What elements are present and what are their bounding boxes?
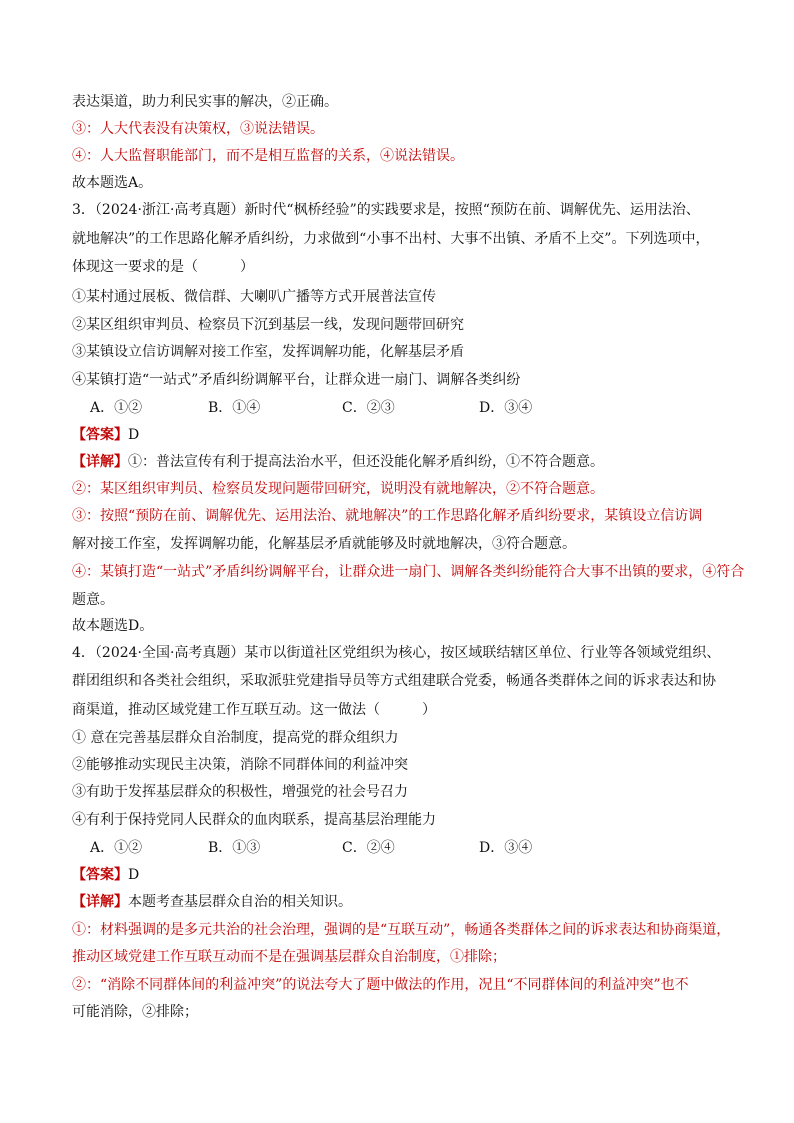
explanation-line: ④：人大监督职能部门，而不是相互监督的关系，④说法错误。 [72, 148, 464, 164]
question-3-answer [72, 426, 139, 444]
question-3-statement: ③某镇设立信访调解对接工作室，发挥调解功能，化解基层矛盾 [72, 344, 464, 360]
answer-value: D [128, 867, 140, 883]
detail-label: 【详解】 [72, 454, 128, 470]
answer-value: D [128, 427, 140, 443]
question-3-statement: ①某村通过展板、微信群、大喇叭广播等方式开展普法宣传 [72, 289, 436, 305]
question-4-stem: 群团组织和各类社会组织，采取派驻党建指导员等方式组建联合党委，畅通各类群体之间的诉求表达和协 [72, 673, 716, 689]
explanation-line: ②：“消除不同群体间的利益冲突”的说法夸大了题中做法的作用，况且“不同群体间的利益冲突”也不 [72, 977, 689, 993]
question-4-options [90, 839, 532, 857]
question-3-stem: 体现这一要求的是（ ） [72, 259, 254, 275]
explanation-line: ②：某区组织审判员、检察员发现问题带回研究，说明没有就地解决，②不符合题意。 [72, 481, 604, 497]
explanation-line: 题意。 [72, 592, 114, 608]
question-4-statement: ④有利于保持党同人民群众的血肉联系，提高基层治理能力 [72, 812, 436, 828]
detail-text: ①：普法宣传有利于提高法治水平，但还没能化解矛盾纠纷，①不符合题意。 [128, 454, 604, 470]
question-4-stem: 商渠道，推动区域党建工作互联互动。这一做法（ ） [72, 702, 436, 718]
conclusion-line: 故本题选D。 [72, 618, 154, 634]
option-c: C．②③ [342, 400, 395, 416]
explanation-line: 推动区域党建工作互联互动而不是在强调基层群众自治制度，①排除； [72, 949, 506, 965]
explanation-line: ④：某镇打造“一站式”矛盾纠纷调解平台，让群众进一扇门、调解各类纠纷能符合大事不出镇的要求，④符合 [72, 564, 745, 580]
conclusion-line: 故本题选A。 [72, 175, 153, 191]
option-b: B．①④ [208, 400, 261, 416]
option-d: D．③④ [479, 400, 533, 416]
option-a: A．①② [90, 840, 143, 856]
question-3-stem: 就地解决”的工作思路化解矛盾纠纷，力求做到“小事不出村、大事不出镇、矛盾不上交”。下列选项中， [72, 231, 710, 247]
answer-label: 【答案】 [72, 867, 128, 883]
question-4-detail [72, 893, 352, 911]
answer-label: 【答案】 [72, 427, 128, 443]
question-3-statement: ④某镇打造“一站式”矛盾纠纷调解平台，让群众进一扇门、调解各类纠纷 [72, 372, 521, 388]
question-3-options [90, 399, 532, 417]
question-3-statement: ②某区组织审判员、检察员下沉到基层一线，发现问题带回研究 [72, 317, 464, 333]
question-3-detail [72, 453, 604, 471]
option-b: B．①③ [208, 840, 261, 856]
explanation-line: 解对接工作室，发挥调解功能，化解基层矛盾就能够及时就地解决，③符合题意。 [72, 536, 576, 552]
question-4-stem: 4．（2024·全国·高考真题）某市以街道社区党组织为核心，按区域联结辖区单位、行业等各领域党组织、 [72, 645, 721, 661]
option-c: C．②④ [342, 840, 395, 856]
question-4-answer [72, 866, 139, 884]
explanation-line: ①：材料强调的是多元共治的社会治理，强调的是“互联互动”，畅通各类群体之间的诉求表达和协商渠道， [72, 922, 731, 938]
question-4-statement: ① 意在完善基层群众自治制度，提高党的群众组织力 [72, 730, 399, 746]
explanation-line: ③：按照“预防在前、调解优先、运用法治、就地解决”的工作思路化解矛盾纠纷要求，某镇设立信访调 [72, 508, 703, 524]
option-d: D．③④ [479, 840, 533, 856]
explanation-line: 可能消除，②排除； [72, 1004, 198, 1020]
text-line: 表达渠道，助力利民实事的解决，②正确。 [72, 94, 338, 110]
option-a: A．①② [90, 400, 143, 416]
question-3-stem: 3．（2024·浙江·高考真题）新时代“枫桥经验”的实践要求是，按照“预防在前、调解优先、运用法治、 [72, 202, 700, 218]
detail-label: 【详解】 [72, 894, 128, 910]
question-4-statement: ②能够推动实现民主决策，消除不同群体间的利益冲突 [72, 757, 408, 773]
detail-text: 本题考查基层群众自治的相关知识。 [128, 894, 352, 910]
question-4-statement: ③有助于发挥基层群众的积极性，增强党的社会号召力 [72, 784, 408, 800]
explanation-line: ③：人大代表没有决策权，③说法错误。 [72, 121, 324, 137]
